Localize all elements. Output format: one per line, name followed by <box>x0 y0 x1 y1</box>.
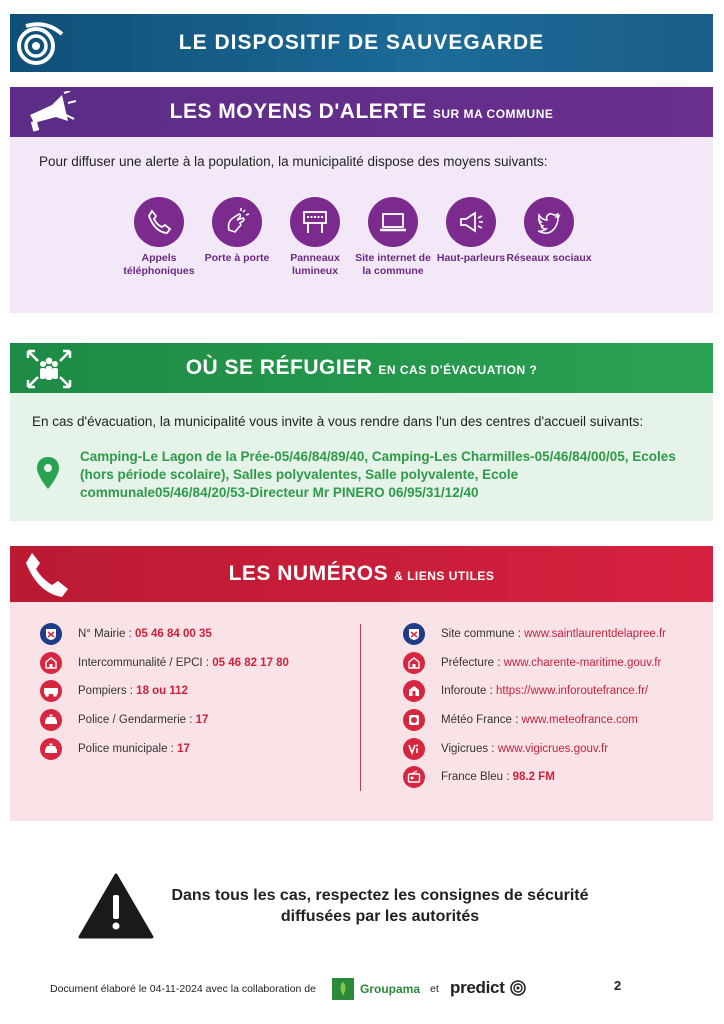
alert-item-loudspeaker: Haut-parleurs <box>428 197 514 265</box>
building-icon <box>40 652 62 674</box>
prefecture-link[interactable]: www.charente-maritime.gouv.fr <box>503 656 662 669</box>
alert-item-panel: Panneaux lumineux <box>272 197 358 278</box>
prefecture-icon <box>403 652 425 674</box>
door-knock-icon <box>212 197 262 247</box>
numbers-list <box>40 620 289 763</box>
alert-item-social: Réseaux sociaux <box>506 197 592 265</box>
numbers-section <box>10 546 713 821</box>
radio-icon <box>403 766 425 788</box>
alert-means-list <box>123 197 592 297</box>
footer-and: et <box>430 983 439 995</box>
list-item: N° Mairie : 05 46 84 00 35 <box>40 620 289 649</box>
alert-title: LES MOYENS D'ALERTE SUR MA COMMUNE <box>169 100 554 123</box>
phone-icon <box>134 197 184 247</box>
twitter-icon <box>524 197 574 247</box>
fire-truck-icon <box>40 680 62 702</box>
numbers-header <box>10 546 713 602</box>
alert-item-phone: Appels téléphoniques <box>116 197 202 278</box>
numbers-title: LES NUMÉROS & LIENS UTILES <box>228 562 495 585</box>
list-item: Météo France : www.meteofrance.com <box>403 706 666 735</box>
predict-logo-icon <box>510 980 526 996</box>
commune-site-link[interactable]: www.saintlaurentdelapree.fr <box>524 628 667 641</box>
list-item: Préfecture : www.charente-maritime.gouv.fr <box>403 649 666 678</box>
footer-text: Document élaboré le 04-11-2024 avec la collaboration de <box>50 983 316 995</box>
megaphone-icon <box>446 197 496 247</box>
laptop-icon <box>368 197 418 247</box>
alert-item-door: Porte à porte <box>194 197 280 265</box>
safety-warning: Dans tous les cas, respectez les consignes de sécurité diffusées par les autorités <box>171 887 589 925</box>
groupama-logo-icon <box>332 978 354 1000</box>
groupama-name: Groupama <box>360 982 421 996</box>
refuge-title: OÙ SE RÉFUGIER EN CAS D'ÉVACUATION ? <box>185 356 538 379</box>
list-item: Police / Gendarmerie : 17 <box>40 706 289 735</box>
list-item: France Bleu : 98.2 FM <box>403 763 666 792</box>
city-crest-icon <box>40 623 62 645</box>
led-panel-icon <box>290 197 340 247</box>
refuge-intro: En cas d'évacuation, la municipalité vous invite à vous rendre dans l'un des centres d'accueil suivants: <box>32 414 644 429</box>
meteo-link[interactable]: www.meteofrance.com <box>521 714 638 727</box>
list-item: Vigicrues : www.vigicrues.gouv.fr <box>403 734 666 763</box>
location-pin-icon <box>37 457 59 489</box>
police-car-icon <box>40 738 62 760</box>
weather-icon <box>403 709 425 731</box>
links-list <box>403 620 666 792</box>
road-info-icon <box>403 680 425 702</box>
alert-intro: Pour diffuser une alerte à la population, la municipalité dispose des moyens suivants: <box>39 154 548 169</box>
list-item: Site commune : www.saintlaurentdelapree.fr <box>403 620 666 649</box>
alert-section <box>10 87 713 313</box>
page-title: LE DISPOSITIF DE SAUVEGARDE <box>178 31 545 54</box>
list-item: Inforoute : https://www.inforoutefrance.fr/ <box>403 677 666 706</box>
city-crest-icon <box>403 623 425 645</box>
refuge-section <box>10 343 713 521</box>
warning-icon <box>78 873 154 939</box>
shelter-list: Camping-Le Lagon de la Prée-05/46/84/89/40, Camping-Les Charmilles-05/46/84/00/05, Ecoles (hors période scolaire), Salles polyvalentes, Salle polyvalente, Ecole communale05/46/84/20/53-Directeur Mr PINERO 06/95/31/12/40 <box>80 449 676 500</box>
inforoute-link[interactable]: https://www.inforoutefrance.fr/ <box>495 685 649 698</box>
page-number: 2 <box>614 978 622 993</box>
vigicrues-icon <box>403 738 425 760</box>
police-car-icon <box>40 709 62 731</box>
vigicrues-link[interactable]: www.vigicrues.gouv.fr <box>497 742 609 755</box>
main-banner <box>10 14 713 72</box>
refuge-header <box>10 343 713 393</box>
list-item: Police municipale : 17 <box>40 734 289 763</box>
list-item: Intercommunalité / EPCI : 05 46 82 17 80 <box>40 649 289 678</box>
column-divider <box>360 624 361 791</box>
predict-name: predict <box>450 978 505 997</box>
alert-header <box>10 87 713 137</box>
list-item: Pompiers : 18 ou 112 <box>40 677 289 706</box>
alert-item-website: Site internet de la commune <box>350 197 436 278</box>
